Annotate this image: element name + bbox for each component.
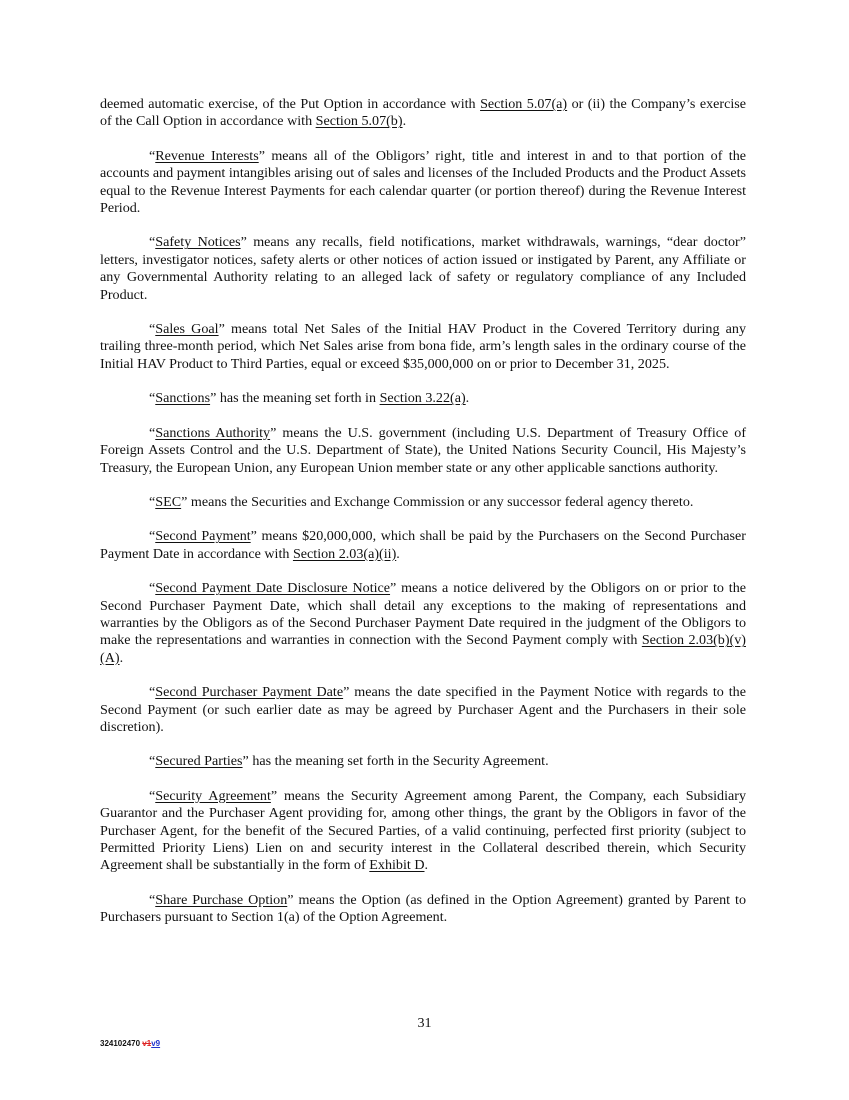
paragraph-text: ” means any recalls, field notifications, market withdrawals, warnings, “dear doctor” letters, investigator notices, safety alerts or other notices of action issued or instigated by Parent, any Affiliate or any Governmental Authority relating to an alleged lack of safety or regulatory compliance of any Included Product. <box>100 234 746 303</box>
underlined-term: Secured Parties <box>155 753 243 770</box>
paragraph-text: “ <box>149 684 156 701</box>
definition-sanctions-authority <box>100 425 746 477</box>
version-deleted: v1 <box>142 1039 152 1048</box>
definition-second-payment <box>100 528 746 563</box>
page-number: 31 <box>417 1015 432 1031</box>
definition-share-purchase-option <box>100 892 746 927</box>
paragraph-text: ” means the Security Agreement among Parent, the Company, each Subsidiary Guarantor and the Purchaser Agent providing for, among other things, the grant by the Obligors in favor of the Purchaser Agent, for the benefit of the Secured Parties, of a valid continuing, perfected first priority (subject to Permitted Priority Liens) Lien on and security interest in the Collateral described therein, which Security Agreement shall be substantially in the form of <box>100 787 746 874</box>
definition-sec <box>100 494 746 511</box>
paragraph-text: ” means total Net Sales of the Initial HAV Product in the Covered Territory during any trailing three-month period, which Net Sales arise from bona fide, arm’s length sales in the ordinary course of the Initial HAV Product to Third Parties, equal or exceed $35,000,000 on or prior to December 31, 2025. <box>100 321 746 372</box>
definition-second-payment-date-disclosure-notice <box>100 580 746 667</box>
underlined-term: Exhibit D <box>369 857 425 874</box>
version-inserted: v9 <box>151 1039 161 1048</box>
paragraph-text: ” means the U.S. government (including U.S. Department of Treasury Office of Foreign Assets Control and the U.S. Department of State), the United Nations Security Council, His Majesty’s Treasury, the European Union, any European Union member state or any other applicable sanctions authority. <box>100 424 747 476</box>
underlined-term: Share Purchase Option <box>155 891 288 908</box>
document-number: 324102470 <box>100 1039 141 1048</box>
paragraph-text: . <box>402 113 407 130</box>
document-id <box>100 1039 160 1048</box>
paragraph-text: or (ii) the Company’s exercise of the Call Option in accordance with <box>100 96 747 130</box>
paragraph-text: “ <box>149 390 156 407</box>
paragraph-text: ” means the Option (as defined in the Option Agreement) granted by Parent to Purchasers pursuant to Section 1(a) of the Option Agreement. <box>100 891 746 926</box>
paragraph-text: ” has the meaning set forth in <box>210 390 380 407</box>
underlined-term: Security Agreement <box>155 787 271 804</box>
underlined-term: Section 3.22(a) <box>379 390 466 407</box>
paragraph-text: “ <box>149 424 156 441</box>
underlined-term: Section 2.03(a)(ii) <box>292 545 397 562</box>
underlined-term: Sanctions <box>155 390 211 407</box>
underlined-term: Safety Notices <box>155 234 241 251</box>
paragraph-text: deemed automatic exercise, of the Put Option in accordance with <box>100 96 481 112</box>
paragraph-text: . <box>424 857 429 874</box>
paragraph-text: ” means the Securities and Exchange Commission or any successor federal agency thereto. <box>181 493 694 510</box>
paragraph-text: . <box>465 390 470 407</box>
definition-secured-parties <box>100 753 746 770</box>
paragraph-text: “ <box>149 234 156 251</box>
paragraph-text: “ <box>149 528 156 545</box>
definition-safety-notices <box>100 234 746 304</box>
paragraph-text: . <box>119 649 124 666</box>
underlined-term: Section 5.07(b) <box>315 113 403 130</box>
paragraph-text: “ <box>149 147 156 164</box>
paragraph-text: “ <box>149 493 156 510</box>
paragraph-text: ” has the meaning set forth in the Security Agreement. <box>242 753 549 770</box>
underlined-term: Second Payment <box>155 528 251 545</box>
continued-paragraph <box>100 96 746 131</box>
definition-second-purchaser-payment-date <box>100 684 746 736</box>
document-body <box>100 96 746 944</box>
paragraph-text: ” means the date specified in the Payment Notice with regards to the Second Payment (or such earlier date as may be agreed by Purchaser Agent and the Purchasers in their sole discretion). <box>100 684 746 735</box>
definition-sanctions <box>100 390 746 407</box>
underlined-term: Sales Goal <box>155 321 219 338</box>
definition-security-agreement <box>100 788 746 875</box>
paragraph-text: ” means a notice delivered by the Obligors on or prior to the Second Purchaser Payment Date, which shall detail any exceptions to the making of representations and warranties by the Obligors as of the Second Purchaser Payment Date required in the judgment of the Obligors to make the representations and warranties in connection with the Second Payment comply with <box>100 580 747 649</box>
underlined-term: SEC <box>155 493 182 510</box>
paragraph-text: “ <box>149 787 156 804</box>
paragraph-text: “ <box>149 580 156 597</box>
underlined-term: Second Purchaser Payment Date <box>155 684 344 701</box>
underlined-term: Section 2.03(b)(v)(A) <box>100 632 746 666</box>
paragraph-text: “ <box>149 891 156 908</box>
paragraph-text: “ <box>149 753 156 770</box>
definition-sales-goal <box>100 321 746 373</box>
underlined-term: Section 5.07(a) <box>480 96 568 112</box>
definition-revenue-interests <box>100 148 746 218</box>
underlined-term: Second Payment Date Disclosure Notice <box>155 580 391 597</box>
paragraph-text: . <box>396 545 400 562</box>
paragraph-text: ” means all of the Obligors’ right, title and interest in and to that portion of the accounts and payment intangibles arising out of sales and licenses of the Included Products and the Product Assets equal to the Revenue Interest Payments for each calendar quarter (or portion thereof) during the Revenue Interest Period. <box>100 147 746 217</box>
paragraph-text: “ <box>149 321 156 338</box>
underlined-term: Revenue Interests <box>155 147 259 164</box>
paragraph-text: ” means $20,000,000, which shall be paid by the Purchasers on the Second Purchaser Payment Date in accordance with <box>100 528 746 562</box>
underlined-term: Sanctions Authority <box>155 424 271 441</box>
